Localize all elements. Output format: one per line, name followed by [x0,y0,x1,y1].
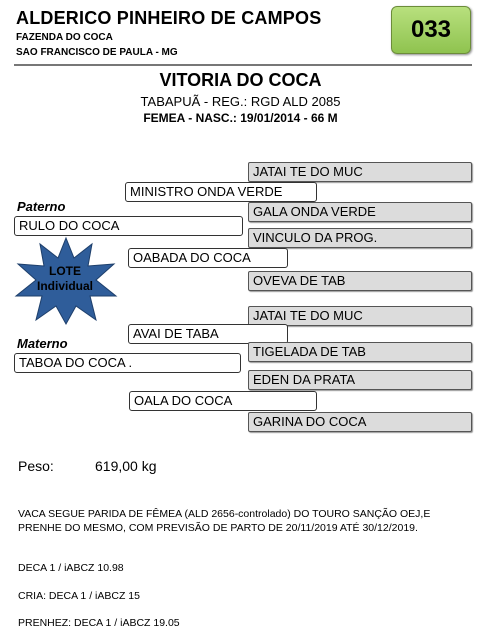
mgs-sire-box: JATAI TE DO MUC [248,306,472,326]
weight-label: Peso: [18,458,54,474]
animal-sex-birth: FEMEA - NASC.: 19/01/2014 - 66 M [143,111,338,125]
prenhez-line: PRENHEZ: DECA 1 / iABCZ 19.05 [18,617,180,629]
farm-name: FAZENDA DO COCA [16,32,113,43]
dam-box: TABOA DO COCA . [14,353,241,373]
pgd-sire-box: VINCULO DA PROG. [248,228,472,248]
animal-name: VITORIA DO COCA [159,70,322,90]
pgs-sire-box: JATAI TE DO MUC [248,162,472,182]
mgd-sire-box: EDEN DA PRATA [248,370,472,390]
cria-line: CRIA: DECA 1 / iABCZ 15 [18,590,140,602]
pgd-dam-box: OVEVA DE TAB [248,271,472,291]
animal-breed-registration: TABAPUÃ - REG.: RGD ALD 2085 [140,94,341,109]
maternal-label: Materno [17,336,68,351]
owner-name: ALDERICO PINHEIRO DE CAMPOS [16,8,322,28]
paternal-label: Paterno [17,199,66,214]
lot-number: 033 [410,16,452,43]
lot-number-badge [391,6,471,54]
mgd-dam-box: GARINA DO COCA [248,412,472,432]
lote-individual-label [30,264,100,294]
lote-label-line1: LOTE [49,264,81,278]
mgs-dam-box: TIGELADA DE TAB [248,342,472,362]
paternal-granddam-box: OABADA DO COCA [128,248,288,268]
weight-value: 619,00 kg [95,458,157,474]
paternal-grandsire-box: MINISTRO ONDA VERDE [125,182,317,202]
lote-label-line2: Individual [36,279,93,293]
maternal-granddam-box: OALA DO COCA [129,391,317,411]
maternal-grandsire-box: AVAI DE TABA [128,324,288,344]
deca-line: DECA 1 / iABCZ 10.98 [18,562,124,574]
city-name: SAO FRANCISCO DE PAULA - MG [16,47,178,58]
animal-notes: VACA SEGUE PARIDA DE FÊMEA (ALD 2656-controlado) DO TOURO SANÇÃO OEJ,E PRENHE DO MESMO, COM PREVISÃO DE PARTO DE 20/11/2019 ATÉ 30/12/2019. [18,508,431,534]
header-divider [14,64,472,66]
pgs-dam-box: GALA ONDA VERDE [248,202,472,222]
sire-box: RULO DO COCA [14,216,243,236]
